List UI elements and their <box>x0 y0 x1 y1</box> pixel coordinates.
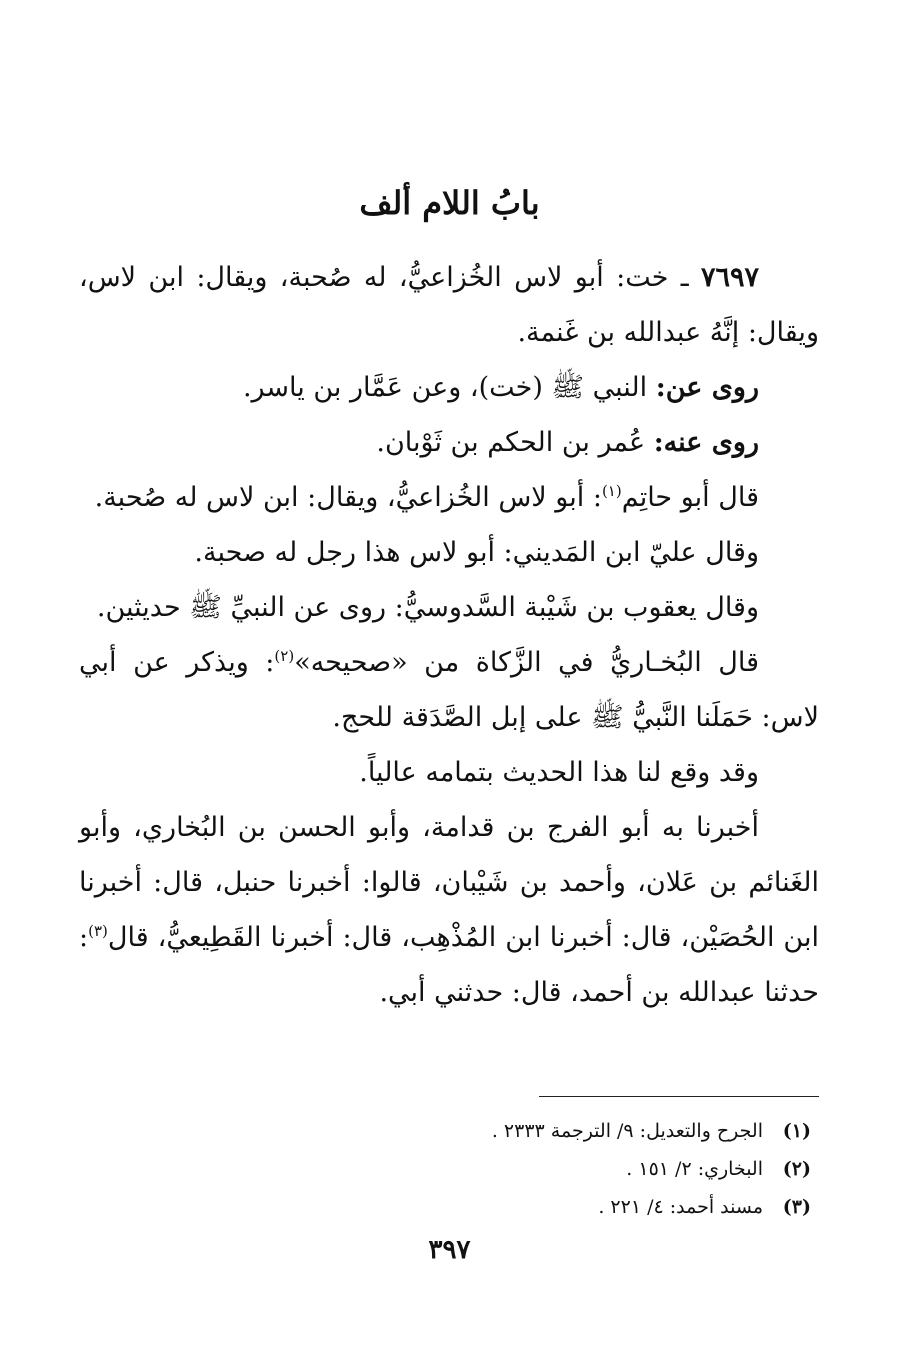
entry-number: ٧٦٩٧ <box>700 262 759 293</box>
footnote-item <box>111 1150 811 1188</box>
isnad-paragraph <box>79 800 819 1020</box>
entry-heading <box>79 250 819 360</box>
footnote-item <box>111 1188 811 1226</box>
bukhari-quote <box>79 635 819 745</box>
footnote-number: (١) <box>782 1120 811 1142</box>
page-number: ٣٩٧ <box>428 1235 471 1265</box>
narrated-by-text: عُمر بن الحكم بن ثَوْبان. <box>376 427 654 458</box>
chapter-title: بابُ اللام ألف <box>359 184 540 222</box>
narrated-from-text: النبي ﷺ (خت)، وعن عَمَّار بن ياسر. <box>242 372 656 403</box>
narrated-from <box>79 360 819 415</box>
footnote-text: الجرح والتعديل: ٩/ الترجمة ٢٣٣٣ . <box>491 1120 763 1142</box>
isnad-text-b: : حدثنا عبدالله بن أحمد، قال: حدثني أبي. <box>79 922 819 1008</box>
footnote-text: مسند أحمد: ٤/ ٢٢١ . <box>598 1196 763 1218</box>
footnotes <box>111 1112 811 1226</box>
bukhari-text-b: : ويذكر عن أبي لاس: حَمَلَنا النَّبيُّ ﷺ على إبل الصَّدَقة للحج. <box>79 647 819 733</box>
bukhari-text-a: قال البُخـاريُّ في الزَّكاة من «صحيحه» <box>294 647 760 678</box>
footnote-item <box>111 1112 811 1150</box>
entry-heading-text: ـ خت: أبو لاس الخُزاعيُّ، له صُحبة، ويقال: ابن لاس، ويقال: إنَّهُ عبدالله بن غَنمة. <box>79 262 819 348</box>
footnote-ref-2: (٢) <box>274 647 295 665</box>
abu-hatim-text-b: : أبو لاس الخُزاعيُّ، ويقال: ابن لاس له صُحبة. <box>94 482 602 513</box>
footnote-ref-1: (١) <box>601 482 622 500</box>
footnote-ref-3: (٣) <box>88 922 108 940</box>
yaqub-quote: وقال يعقوب بن شَيْبة السَّدوسيُّ: روى عن النبيِّ ﷺ حديثين. <box>96 592 759 623</box>
footnote-divider <box>539 1096 819 1097</box>
ali-madini-quote: وقال عليّ ابن المَديني: أبو لاس هذا رجل له صحبة. <box>194 537 759 568</box>
narrated-from-label: روى عن: <box>655 372 759 403</box>
abu-hatim-text-a: قال أبو حاتِم <box>621 482 759 513</box>
waqaa-line: وقد وقع لنا هذا الحديث بتمامه عالياً. <box>359 757 759 788</box>
footnote-text: البخاري: ٢/ ١٥١ . <box>626 1158 763 1180</box>
footnote-number: (٢) <box>782 1158 811 1180</box>
narrated-by-label: روى عنه: <box>653 427 759 458</box>
abu-hatim-quote <box>79 470 819 525</box>
footnote-number: (٣) <box>782 1196 811 1218</box>
isnad-text-a: أخبرنا به أبو الفرج بن قدامة، وأبو الحسن بن البُخاري، وأبو الغَنائم بن عَلان، وأحمد بن شَيْبان، قالوا: أخبرنا حنبل، قال: أخبرنا ابن الحُصَيْن، قال: أخبرنا ابن المُذْهِب، قال: أخبرنا القَطِيعيُّ، قال <box>79 812 819 953</box>
entry-body <box>79 250 819 1020</box>
narrated-by <box>79 415 819 470</box>
